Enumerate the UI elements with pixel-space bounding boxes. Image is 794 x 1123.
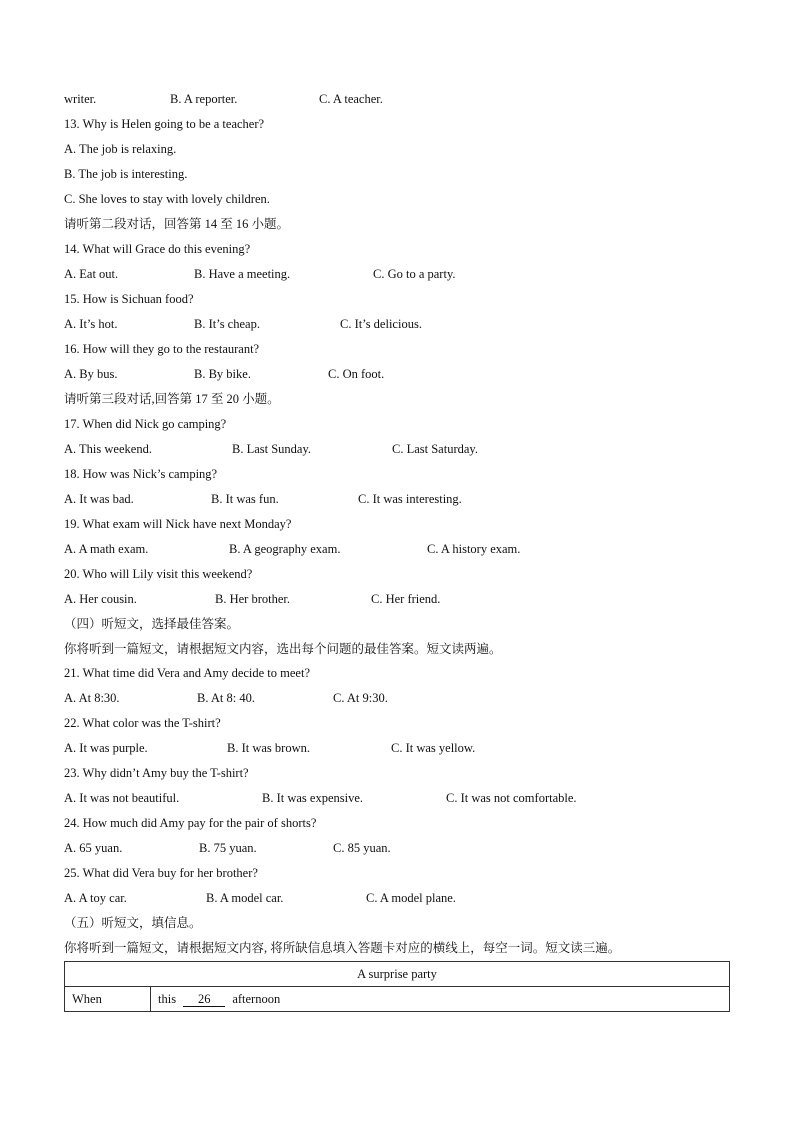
q12-option-a: writer. <box>64 92 97 106</box>
q22-option-b: B. It was brown. <box>227 741 310 755</box>
q18-option-b: B. It was fun. <box>211 492 279 506</box>
q17-option-b: B. Last Sunday. <box>232 442 312 456</box>
q16-option-b: B. By bike. <box>194 367 251 381</box>
info-table <box>64 961 730 1012</box>
q23-option-b: B. It was expensive. <box>262 791 364 805</box>
q21-option-b: B. At 8: 40. <box>197 691 255 705</box>
q14-option-b: B. Have a meeting. <box>194 267 291 281</box>
q23-option-c: C. It was not comfortable. <box>446 791 577 805</box>
q25-option-c: C. A model plane. <box>366 891 456 905</box>
question-23: 23. Why didn’t Amy buy the T-shirt? <box>64 766 249 780</box>
q20-option-c: C. Her friend. <box>371 592 441 606</box>
q18-option-c: C. It was interesting. <box>358 492 462 506</box>
q22-option-a: A. It was purple. <box>64 741 148 755</box>
part-5-instruction: 你将听到一篇短文，请根据短文内容, 将所缺信息填入答题卡对应的横线上，每空一词。短文读三遍。 <box>64 941 621 955</box>
q12-option-b: B. A reporter. <box>170 92 238 106</box>
q25-option-a: A. A toy car. <box>64 891 127 905</box>
q23-option-a: A. It was not beautiful. <box>64 791 180 805</box>
question-14: 14. What will Grace do this evening? <box>64 242 251 256</box>
q16-option-a: A. By bus. <box>64 367 118 381</box>
section-3-instruction: 请听第三段对话,回答第 17 至 20 小题。 <box>64 392 280 406</box>
q16-option-c: C. On foot. <box>328 367 385 381</box>
question-18: 18. How was Nick’s camping? <box>64 467 218 481</box>
q22-option-c: C. It was yellow. <box>391 741 476 755</box>
table-row-label: When <box>65 987 151 1012</box>
table-row-value <box>151 987 730 1012</box>
q15-option-b: B. It’s cheap. <box>194 317 260 331</box>
q19-option-a: A. A math exam. <box>64 542 149 556</box>
question-21: 21. What time did Vera and Amy decide to meet? <box>64 666 310 680</box>
q19-option-c: C. A history exam. <box>427 542 521 556</box>
section-2-instruction: 请听第二段对话，回答第 14 至 16 小题。 <box>64 217 290 231</box>
table-title: A surprise party <box>65 962 730 987</box>
q15-option-c: C. It’s delicious. <box>340 317 422 331</box>
q12-option-c: C. A teacher. <box>319 92 383 106</box>
q24-option-c: C. 85 yuan. <box>333 841 391 855</box>
question-16: 16. How will they go to the restaurant? <box>64 342 260 356</box>
q21-option-c: C. At 9:30. <box>333 691 388 705</box>
question-17: 17. When did Nick go camping? <box>64 417 227 431</box>
q25-option-b: B. A model car. <box>206 891 284 905</box>
part-5-heading: （五）听短文，填信息。 <box>64 916 202 930</box>
q18-option-a: A. It was bad. <box>64 492 134 506</box>
q15-option-a: A. It’s hot. <box>64 317 118 331</box>
q17-option-c: C. Last Saturday. <box>392 442 478 456</box>
q20-option-b: B. Her brother. <box>215 592 290 606</box>
q20-option-a: A. Her cousin. <box>64 592 137 606</box>
q13-option-a: A. The job is relaxing. <box>64 142 177 156</box>
question-15: 15. How is Sichuan food? <box>64 292 194 306</box>
q14-option-a: A. Eat out. <box>64 267 119 281</box>
q14-option-c: C. Go to a party. <box>373 267 456 281</box>
q19-option-b: B. A geography exam. <box>229 542 341 556</box>
question-22: 22. What color was the T-shirt? <box>64 716 221 730</box>
part-4-instruction: 你将听到一篇短文，请根据短文内容，选出每个问题的最佳答案。短文读两遍。 <box>64 642 502 656</box>
question-20: 20. Who will Lily visit this weekend? <box>64 567 253 581</box>
table-title-row <box>65 962 730 987</box>
row-prefix-text: this <box>158 991 177 1006</box>
row-suffix-text: afternoon <box>232 991 281 1006</box>
question-19: 19. What exam will Nick have next Monday? <box>64 517 292 531</box>
q17-option-a: A. This weekend. <box>64 442 152 456</box>
q13-option-c: C. She loves to stay with lovely children. <box>64 192 270 206</box>
question-13: 13. Why is Helen going to be a teacher? <box>64 117 265 131</box>
answer-blank-26[interactable]: 26 <box>183 993 225 1007</box>
question-24: 24. How much did Amy pay for the pair of shorts? <box>64 816 317 830</box>
part-4-heading: （四）听短文，选择最佳答案。 <box>64 617 240 631</box>
question-25: 25. What did Vera buy for her brother? <box>64 866 258 880</box>
q24-option-a: A. 65 yuan. <box>64 841 123 855</box>
q21-option-a: A. At 8:30. <box>64 691 120 705</box>
q24-option-b: B. 75 yuan. <box>199 841 257 855</box>
q13-option-b: B. The job is interesting. <box>64 167 188 181</box>
table-row <box>65 987 730 1012</box>
